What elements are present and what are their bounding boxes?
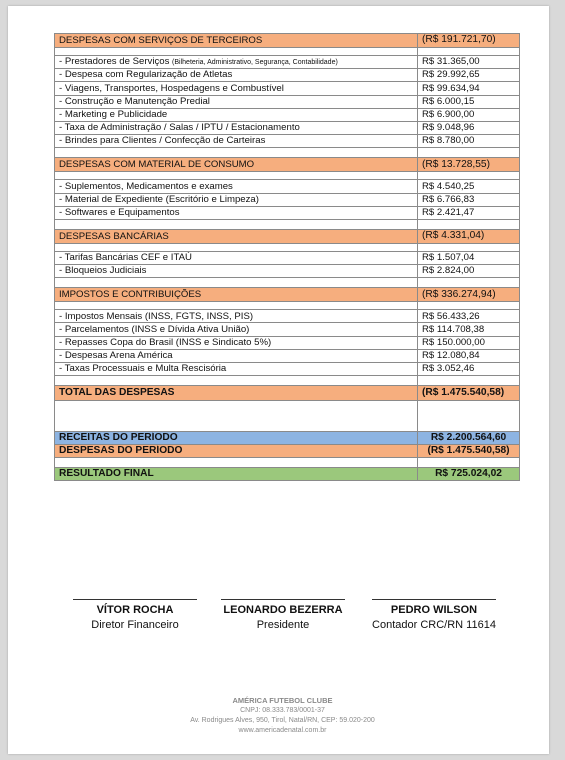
signature-block xyxy=(220,599,346,631)
despesas-periodo-label: DESPESAS DO PERÍODO xyxy=(55,445,418,458)
expense-label: - Taxa de Administração / Salas / IPTU / Estacionamento xyxy=(55,121,418,134)
receitas-row xyxy=(55,432,520,445)
expense-value: R$ 12.080,84 xyxy=(418,349,520,362)
expense-row xyxy=(55,56,520,69)
section-header-terceiros xyxy=(55,34,520,48)
section-header-impostos xyxy=(55,288,520,302)
expense-value: R$ 1.507,04 xyxy=(418,251,520,264)
receitas-label: RECEITAS DO PERÍODO xyxy=(55,432,418,445)
club-cnpj: CNPJ: 08.333.783/0001-37 xyxy=(240,707,325,714)
expense-value: R$ 3.052,46 xyxy=(418,363,520,376)
expense-label: - Material de Expediente (Escritório e Limpeza) xyxy=(55,193,418,206)
expense-row xyxy=(55,206,520,219)
section-title: DESPESAS COM SERVIÇOS DE TERCEIROS xyxy=(55,34,418,48)
club-address: Av. Rodrigues Alves, 950, Tirol, Natal/RN, CEP: 59.020-200 xyxy=(190,717,375,724)
expense-label: - Despesa com Regularização de Atletas xyxy=(55,69,418,82)
expense-row xyxy=(55,95,520,108)
section-total: (R$ 4.331,04) xyxy=(418,229,520,243)
despesas-periodo-row xyxy=(55,445,520,458)
expense-value: R$ 6.000,15 xyxy=(418,95,520,108)
expense-row xyxy=(55,310,520,323)
expense-row xyxy=(55,265,520,278)
expense-value: R$ 6.900,00 xyxy=(418,108,520,121)
signatory-name: VÍTOR ROCHA xyxy=(96,604,174,616)
section-total: (R$ 191.721,70) xyxy=(418,34,520,48)
expense-value: R$ 150.000,00 xyxy=(418,336,520,349)
signatory-role: Contador CRC/RN 11614 xyxy=(372,619,496,631)
expense-value: R$ 9.048,96 xyxy=(418,121,520,134)
letterhead-footer xyxy=(0,696,565,736)
despesas-periodo-value: (R$ 1.475.540,58) xyxy=(418,445,520,458)
expense-value: R$ 2.824,00 xyxy=(418,265,520,278)
signature-line xyxy=(221,599,345,600)
expense-label: - Bloqueios Judiciais xyxy=(55,265,418,278)
expense-value: R$ 56.433,26 xyxy=(418,310,520,323)
expense-row xyxy=(55,251,520,264)
expense-value: R$ 8.780,00 xyxy=(418,135,520,148)
signature-block xyxy=(368,599,500,631)
expense-row xyxy=(55,323,520,336)
expense-row xyxy=(55,193,520,206)
expense-label: - Viagens, Transportes, Hospedagens e Combustível xyxy=(55,82,418,95)
section-title: DESPESAS BANCÁRIAS xyxy=(55,229,418,243)
expense-row xyxy=(55,108,520,121)
expense-row xyxy=(55,349,520,362)
signatory-name: PEDRO WILSON xyxy=(390,604,478,616)
expense-value: R$ 29.992,65 xyxy=(418,69,520,82)
expense-label: - Despesas Arena América xyxy=(55,349,418,362)
expense-label: - Brindes para Clientes / Confecção de Carteiras xyxy=(55,135,418,148)
receitas-value: R$ 2.200.564,60 xyxy=(418,432,520,445)
expense-row xyxy=(55,121,520,134)
expense-label: - Parcelamentos (INSS e Dívida Ativa União) xyxy=(55,323,418,336)
expense-note: (Bilheteria, Administrativo, Segurança, Contabilidade) xyxy=(172,59,338,67)
expense-value: R$ 31.365,00 xyxy=(418,56,520,69)
expense-label: - Softwares e Equipamentos xyxy=(55,206,418,219)
resultado-final-label: RESULTADO FINAL xyxy=(55,468,418,481)
total-despesas-row xyxy=(55,386,520,401)
section-total: (R$ 336.274,94) xyxy=(418,288,520,302)
expense-label: - Tarifas Bancárias CEF e ITAÚ xyxy=(55,251,418,264)
section-total: (R$ 13.728,55) xyxy=(418,158,520,172)
expense-label: - Taxas Processuais e Multa Rescisória xyxy=(55,363,418,376)
expense-value: R$ 99.634,94 xyxy=(418,82,520,95)
expense-label: - Repasses Copa do Brasil (INSS e Sindicato 5%) xyxy=(55,336,418,349)
expense-row xyxy=(55,180,520,193)
signature-block xyxy=(72,599,198,631)
expense-value: R$ 4.540,25 xyxy=(418,180,520,193)
expense-row xyxy=(55,135,520,148)
resultado-final-value: R$ 725.024,02 xyxy=(418,468,520,481)
signatory-name: LEONARDO BEZERRA xyxy=(223,604,343,616)
expense-label: - Construção e Manutenção Predial xyxy=(55,95,418,108)
total-despesas-label: TOTAL DAS DESPESAS xyxy=(55,386,418,401)
club-website: www.americadenatal.com.br xyxy=(238,727,327,734)
signatory-role: Diretor Financeiro xyxy=(91,619,179,631)
expense-row xyxy=(55,363,520,376)
expense-row xyxy=(55,82,520,95)
expense-value: R$ 114.708,38 xyxy=(418,323,520,336)
expense-label: - Prestadores de Serviços xyxy=(59,56,170,68)
total-despesas-value: (R$ 1.475.540,58) xyxy=(418,386,520,401)
section-header-bancarias xyxy=(55,229,520,243)
section-title: DESPESAS COM MATERIAL DE CONSUMO xyxy=(55,158,418,172)
section-title: IMPOSTOS E CONTRIBUIÇÕES xyxy=(55,288,418,302)
expense-label: - Suplementos, Medicamentos e exames xyxy=(55,180,418,193)
section-header-consumo xyxy=(55,158,520,172)
expense-value: R$ 2.421,47 xyxy=(418,206,520,219)
financial-statement-table xyxy=(54,33,520,481)
expense-row xyxy=(55,69,520,82)
signatory-role: Presidente xyxy=(256,619,310,631)
club-name: AMÉRICA FUTEBOL CLUBE xyxy=(232,696,333,705)
expense-row xyxy=(55,336,520,349)
expense-value: R$ 6.766,83 xyxy=(418,193,520,206)
resultado-final-row xyxy=(55,468,520,481)
expense-label: - Marketing e Publicidade xyxy=(55,108,418,121)
expense-label: - Impostos Mensais (INSS, FGTS, INSS, PIS) xyxy=(55,310,418,323)
signature-line xyxy=(73,599,197,600)
signature-line xyxy=(372,599,496,600)
